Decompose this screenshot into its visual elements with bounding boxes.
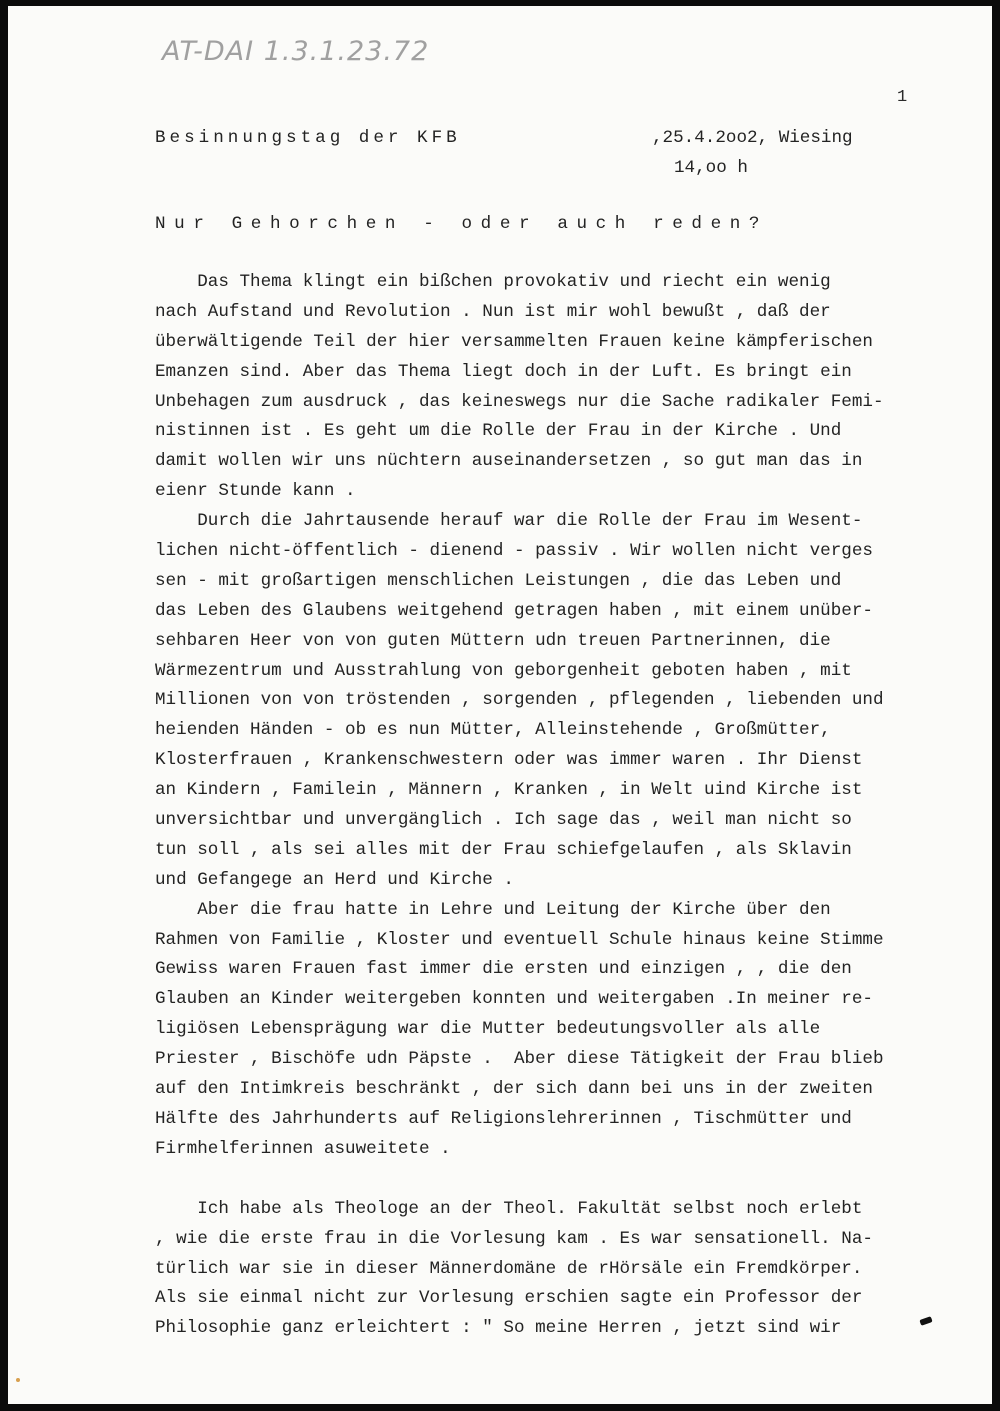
page-number: 1 [897, 88, 908, 107]
text-line: lichen nicht-öffentlich - dienend - passiv . Wir wollen nicht verges [155, 541, 873, 562]
text-line: Millionen von von tröstenden , sorgenden , pflegenden , liebenden und [155, 690, 884, 711]
text-line: eienr Stunde kann . [155, 481, 356, 502]
text-line: Aber die frau hatte in Lehre und Leitung der Kirche über den [155, 899, 831, 920]
text-line: Das Thema klingt ein bißchen provokativ und riecht ein wenig [155, 272, 831, 292]
text-line: Philosophie ganz erleichtert : " So meine Herren , jetzt sind wir [155, 1318, 842, 1339]
text-line: überwältigende Teil der hier versammelten Frauen keine kämpferischen [155, 331, 873, 352]
paper-mark [16, 1378, 20, 1382]
header-date-place: ,25.4.2oo2, Wiesing [652, 128, 853, 148]
text-line: sen - mit großartigen menschlichen Leistungen , die das Leben und [155, 570, 842, 591]
header-time: 14,oo h [674, 158, 748, 178]
paragraph [155, 1195, 995, 1344]
text-line: Ich habe als Theologe an der Theol. Fakultät selbst noch erlebt [155, 1198, 863, 1219]
text-line: Rahmen von Familie , Kloster und eventuell Schule hinaus keine Stimme [155, 929, 884, 950]
text-line: Priester , Bischöfe udn Päpste . Aber diese Tätigkeit der Frau blieb [155, 1049, 884, 1070]
text-line: ligiösen Lebensprägung war die Mutter bedeutungsvoller als alle [155, 1019, 821, 1040]
paragraph [155, 507, 995, 896]
text-line: Hälfte des Jahrhunderts auf Religionslehrerinnen , Tischmütter und [155, 1108, 852, 1129]
text-line: Firmhelferinnen asuweitete . [155, 1138, 451, 1159]
archive-stamp: AT-DAI 1.3.1.23.72 [162, 36, 430, 67]
paragraph [155, 896, 995, 1165]
paragraph [155, 268, 995, 507]
text-line: Als sie einmal nicht zur Vorlesung erschien sagte ein Professor der [155, 1288, 863, 1309]
text-line: sehbaren Heer von von guten Müttern udn treuen Partnerinnen, die [155, 630, 831, 651]
body-text [155, 268, 995, 1344]
text-line: nistinnen ist . Es geht um die Rolle der Frau in der Kirche . Und [155, 421, 842, 442]
text-line: tun soll , als sei alles mit der Frau schiefgelaufen , als Sklavin [155, 839, 852, 860]
text-line: auf den Intimkreis beschränkt , der sich dann bei uns in der zweiten [155, 1079, 873, 1100]
document-title: Nur Gehorchen - oder auch reden? [155, 214, 769, 234]
text-line: und Gefangege an Herd und Kirche . [155, 869, 514, 890]
header-event: Besinnungstag der KFB [155, 128, 461, 148]
text-line: heienden Händen - ob es nun Mütter, Alleinstehende , Großmütter, [155, 720, 831, 741]
text-line: Unbehagen zum ausdruck , das keineswegs nur die Sache radikaler Femi- [155, 391, 884, 412]
text-line: nach Aufstand und Revolution . Nun ist mir wohl bewußt , daß der [155, 301, 831, 322]
text-line: das Leben des Glaubens weitgehend getragen haben , mit einem unüber- [155, 600, 873, 621]
text-line: damit wollen wir uns nüchtern auseinandersetzen , so gut man das in [155, 451, 863, 472]
text-line: , wie die erste frau in die Vorlesung kam . Es war sensationell. Na- [155, 1228, 873, 1249]
text-line: Gewiss waren Frauen fast immer die ersten und einzigen , , die den [155, 959, 852, 980]
text-line: Klosterfrauen , Krankenschwestern oder was immer waren . Ihr Dienst [155, 750, 863, 771]
text-line: an Kindern , Familein , Männern , Kranken , in Welt uind Kirche ist [155, 780, 863, 801]
text-line: Glauben an Kinder weitergeben konnten und weitergaben .In meiner re- [155, 989, 873, 1010]
text-line: türlich war sie in dieser Männerdomäne de rHörsäle ein Fremdkörper. [155, 1258, 863, 1279]
text-line: unversichtbar und unvergänglich . Ich sage das , weil man nicht so [155, 810, 852, 831]
text-line: Wärmezentrum und Ausstrahlung von geborgenheit geboten haben , mit [155, 660, 852, 681]
text-line: Durch die Jahrtausende herauf war die Rolle der Frau im Wesent- [155, 511, 863, 532]
text-line: Emanzen sind. Aber das Thema liegt doch in der Luft. Es bringt ein [155, 361, 852, 382]
